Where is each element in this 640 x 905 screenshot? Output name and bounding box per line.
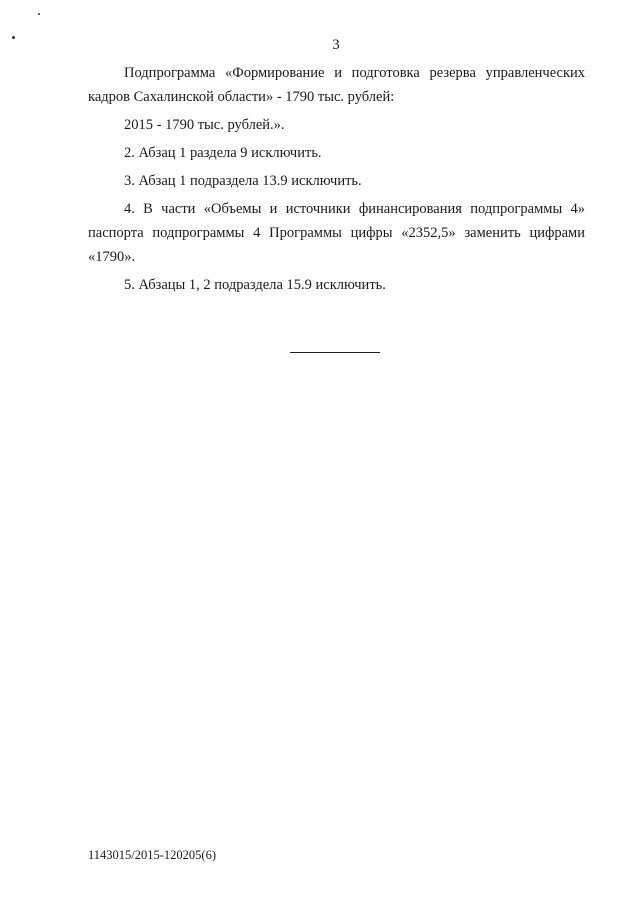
paragraph-item-2: 2. Абзац 1 раздела 9 исключить. xyxy=(124,145,322,161)
paragraph-item-3: 3. Абзац 1 подраздела 13.9 исключить. xyxy=(124,173,362,189)
paragraph-subprogram: Подпрограмма «Формирование и подготовка резерва управленческих кадров Сахалинской области» - 1790 тыс. рублей: xyxy=(88,65,585,105)
end-separator-line xyxy=(290,352,380,353)
paragraph-item-5: 5. Абзацы 1, 2 подраздела 15.9 исключить. xyxy=(124,277,386,293)
paragraph-year-amount: 2015 - 1790 тыс. рублей.». xyxy=(124,117,285,133)
paragraph-item-4: 4. В части «Объемы и источники финансирования подпрограммы 4» паспорта подпрограммы 4 Программы цифры «2352,5» заменить цифрами «1790». xyxy=(88,201,585,265)
document-code: 1143015/2015-120205(6) xyxy=(88,848,216,862)
page-number: 3 xyxy=(332,37,340,53)
scan-speck xyxy=(38,13,40,15)
document-body xyxy=(88,61,585,297)
